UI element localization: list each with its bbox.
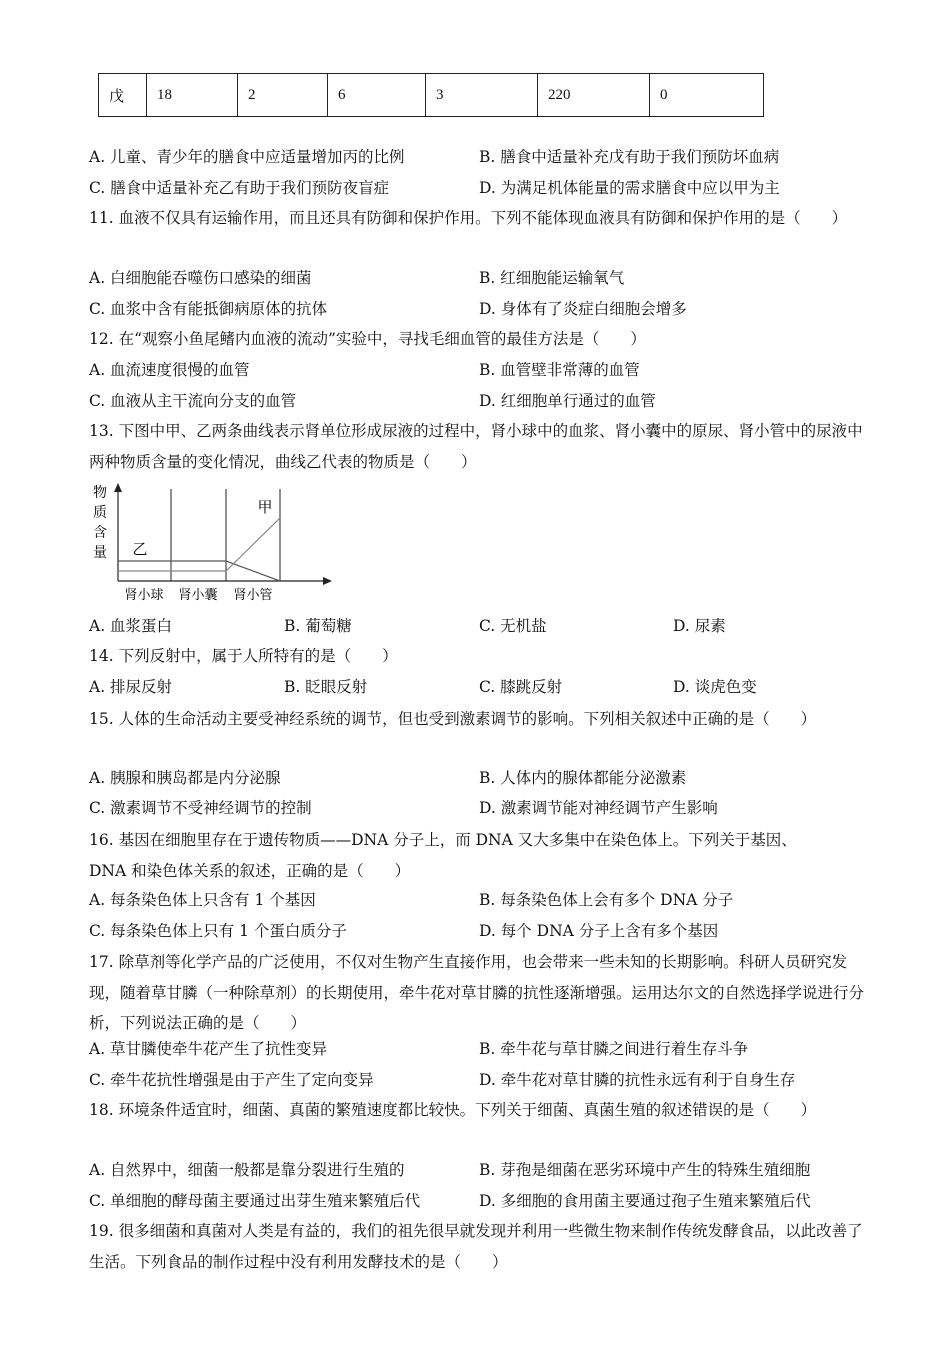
table-cell: 6 (328, 74, 426, 117)
q12-stem: 12. 在“观察小鱼尾鳍内血液的流动”实验中，寻找毛细血管的最佳方法是（ ） (89, 330, 646, 348)
q18-option-d: D. 多细胞的食用菌主要通过孢子生殖来繁殖后代 (479, 1192, 811, 1210)
q18-option-a: A. 自然界中，细菌一般都是靠分裂进行生殖的 (89, 1161, 405, 1179)
y-axis-label-char: 物 (93, 485, 107, 501)
table-cell: 戊 (99, 74, 147, 117)
q15-stem: 15. 人体的生命活动主要受神经系统的调节，但也受到激素调节的影响。下列相关叙述中正确的是（ ） (89, 710, 817, 728)
x-label-capsule: 肾小囊 (178, 588, 218, 603)
q15-option-c: C. 激素调节不受神经调节的控制 (89, 799, 312, 817)
q16-option-a: A. 每条染色体上只含有 1 个基因 (89, 891, 316, 909)
curve-yi-label: 乙 (132, 540, 148, 558)
q16-option-d: D. 每个 DNA 分子上含有多个基因 (479, 922, 719, 940)
table-cell: 0 (650, 74, 764, 117)
q11-option-b: B. 红细胞能运输氧气 (479, 269, 625, 287)
table-cell: 220 (538, 74, 650, 117)
q12-option-c: C. 血液从主干流向分支的血管 (89, 392, 297, 410)
q15-option-d: D. 激素调节能对神经调节产生影响 (479, 799, 718, 817)
q10-option-a: A. 儿童、青少年的膳食中应适量增加丙的比例 (89, 148, 405, 166)
q11-option-a: A. 白细胞能吞噬伤口感染的细菌 (89, 269, 312, 287)
q14-option-d: D. 谈虎色变 (673, 678, 757, 696)
q17-option-b: B. 牵牛花与草甘膦之间进行着生存斗争 (479, 1040, 749, 1058)
q17-stem: 17. 除草剂等化学产品的广泛使用，不仅对生物产生直接作用，也会带来一些未知的长期影响。科研人员研究发现，随着草甘膦（一种除草剂）的长期使用，牵牛花对草甘膦的抗性逐渐增强。运用达尔文的自然选择学说进行分析，下列说法正确的是（ ） (89, 953, 865, 1032)
q14-option-a: A. 排尿反射 (89, 678, 173, 696)
q13-option-d: D. 尿素 (673, 617, 726, 635)
q11-option-d: D. 身体有了炎症白细胞会增多 (479, 300, 687, 318)
kidney-substance-diagram (88, 480, 338, 608)
nutrient-table (98, 73, 764, 117)
y-axis-label-char: 含 (93, 525, 107, 541)
y-axis-label-char: 质 (93, 505, 107, 521)
table-cell: 18 (147, 74, 238, 117)
q11-option-c: C. 血浆中含有能抵御病原体的抗体 (89, 300, 328, 318)
q19-stem: 19. 很多细菌和真菌对人类是有益的，我们的祖先很早就发现并利用一些微生物来制作传统发酵食品，以此改善了生活。下列食品的制作过程中没有利用发酵技术的是（ ） (89, 1222, 863, 1271)
y-axis-label-char: 量 (93, 545, 107, 561)
q13-stem: 13. 下图中甲、乙两条曲线表示肾单位形成尿液的过程中，肾小球中的血浆、肾小囊中的原尿、肾小管中的尿液中两种物质含量的变化情况，曲线乙代表的物质是（ ） (89, 422, 863, 471)
y-axis-arrow-icon (114, 483, 122, 492)
q16-option-b: B. 每条染色体上会有多个 DNA 分子 (479, 891, 734, 909)
q11-stem: 11. 血液不仅具有运输作用，而且还具有防御和保护作用。下列不能体现血液具有防御和保护作用的是（ ） (89, 209, 848, 227)
q18-stem: 18. 环境条件适宜时，细菌、真菌的繁殖速度都比较快。下列关于细菌、真菌生殖的叙述错误的是（ ） (89, 1101, 817, 1119)
x-label-glomerulus: 肾小球 (124, 588, 164, 603)
table-cell: 3 (426, 74, 538, 117)
q13-option-a: A. 血浆蛋白 (89, 617, 173, 635)
q10-option-d: D. 为满足机体能量的需求膳食中应以甲为主 (479, 179, 780, 197)
curve-jia-label: 甲 (257, 498, 273, 516)
q12-option-b: B. 血管壁非常薄的血管 (479, 361, 640, 379)
q10-option-c: C. 膳食中适量补充乙有助于我们预防夜盲症 (89, 179, 390, 197)
q15-option-a: A. 胰腺和胰岛都是内分泌腺 (89, 769, 281, 787)
q17-option-c: C. 牵牛花抗性增强是由于产生了定向变异 (89, 1071, 374, 1089)
q14-stem: 14. 下列反射中，属于人所特有的是（ ） (89, 647, 398, 665)
table-row (99, 74, 764, 117)
q13-option-b: B. 葡萄糖 (284, 617, 352, 635)
x-axis-arrow-icon (323, 577, 332, 585)
q17-option-d: D. 牵牛花对草甘膦的抗性永远有利于自身生存 (479, 1071, 796, 1089)
table-cell: 2 (238, 74, 328, 117)
q12-option-d: D. 红细胞单行通过的血管 (479, 392, 656, 410)
q18-option-c: C. 单细胞的酵母菌主要通过出芽生殖来繁殖后代 (89, 1192, 421, 1210)
q15-option-b: B. 人体内的腺体都能分泌激素 (479, 769, 687, 787)
q10-option-b: B. 膳食中适量补充戊有助于我们预防坏血病 (479, 148, 780, 166)
q14-option-b: B. 眨眼反射 (284, 678, 368, 696)
q18-option-b: B. 芽孢是细菌在恶劣环境中产生的特殊生殖细胞 (479, 1161, 811, 1179)
q17-option-a: A. 草甘膦使牵牛花产生了抗性变异 (89, 1040, 328, 1058)
q12-option-a: A. 血流速度很慢的血管 (89, 361, 250, 379)
q16-stem: 16. 基因在细胞里存在于遗传物质——DNA 分子上，而 DNA 又大多集中在染色体上。下列关于基因、DNA 和染色体关系的叙述，正确的是（ ） (89, 831, 797, 880)
q16-option-c: C. 每条染色体上只有 1 个蛋白质分子 (89, 922, 347, 940)
q14-option-c: C. 膝跳反射 (479, 678, 563, 696)
q13-option-c: C. 无机盐 (479, 617, 547, 635)
x-label-tubule: 肾小管 (233, 588, 273, 603)
